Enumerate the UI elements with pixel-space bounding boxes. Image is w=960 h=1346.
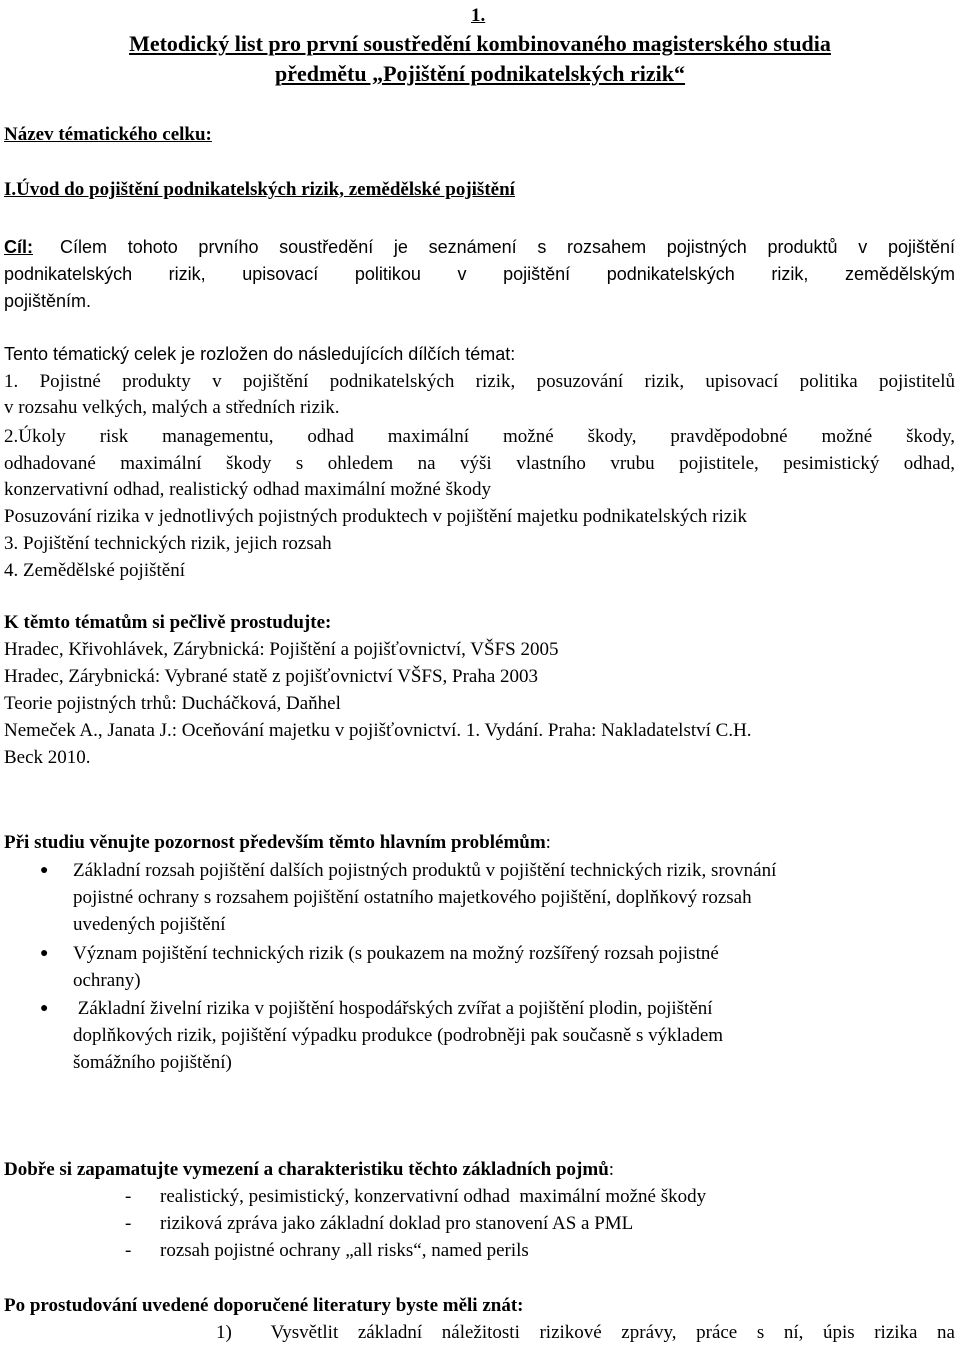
problem-3-line-1: Základní živelní rizika v pojištění hospodářských zvířat a pojištění plodin, pojištění	[73, 998, 713, 1019]
problem-2-line-2: ochrany)	[73, 970, 141, 991]
terms-heading-row	[4, 1156, 614, 1183]
bullet-icon: ●	[40, 946, 49, 961]
topic-title: I.Úvod do pojištění podnikatelských rizik, zemědělské pojištění	[4, 179, 515, 200]
literature-line-3: Teorie pojistných trhů: Ducháčková, Daňhel	[4, 693, 341, 714]
literature-line-4: Nemeček A., Janata J.: Oceňování majetku v pojišťovnictví. 1. Vydání. Praha: Nakladatelství C.H.	[4, 720, 752, 741]
bullet-icon: ●	[40, 1001, 49, 1016]
bullet-icon: ●	[40, 863, 49, 878]
problems-heading: Při studiu věnujte pozornost především těmto hlavním problémům	[4, 832, 546, 853]
term-1: realistický, pesimistický, konzervativní odhad maximální možné škody	[160, 1186, 707, 1207]
after-study-item-1: 1) Vysvětlit základní náležitosti rizikové zprávy, práce s ní, úpis rizika na	[216, 1322, 955, 1343]
problem-3-line-2: doplňkových rizik, pojištění výpadku produkce (podrobněji pak současně s výkladem	[73, 1025, 724, 1046]
dash-marker: -	[125, 1240, 132, 1261]
term-2: riziková zpráva jako základní doklad pro stanovení AS a PML	[160, 1213, 634, 1234]
after-study-heading: Po prostudování uvedené doporučené literatury byste měli znát:	[4, 1295, 524, 1316]
literature-heading: K těmto tématům si pečlivě prostudujte:	[4, 612, 332, 633]
goal-line-1: Cílem tohoto prvního soustředění je seznámení s rozsahem pojistných produktů v pojištění	[60, 237, 955, 257]
subtopic-1-line-1: 1. Pojistné produkty v pojištění podnikatelských rizik, posuzování rizik, upisovací politika pojistitelů	[4, 371, 955, 392]
goal-label: Cíl:	[4, 237, 33, 257]
subtopic-2-line-4: Posuzování rizika v jednotlivých pojistných produktech v pojištění majetku podnikatelských rizik	[4, 506, 747, 527]
problems-heading-colon: :	[545, 832, 551, 853]
literature-line-2: Hradec, Zárybnická: Vybrané statě z pojišťovnictví VŠFS, Praha 2003	[4, 666, 539, 687]
problem-1-line-3: uvedených pojištění	[73, 914, 226, 935]
term-3: rozsah pojistné ochrany „all risks“, named perils	[160, 1240, 529, 1261]
subtopic-3: 3. Pojištění technických rizik, jejich rozsah	[4, 533, 332, 554]
problems-heading-row	[4, 829, 551, 856]
literature-line-5: Beck 2010.	[4, 747, 91, 768]
literature-line-1: Hradec, Křivohlávek, Zárybnická: Pojištění a pojišťovnictví, VŠFS 2005	[4, 639, 559, 660]
subtopics-intro: Tento tématický celek je rozložen do následujících dílčích témat:	[4, 344, 516, 364]
goal-line-2: podnikatelských rizik, upisovací politikou v pojištění podnikatelských rizik, zemědělským	[4, 264, 955, 284]
subtopic-2-line-1: 2.Úkoly risk managementu, odhad maximální možné škody, pravděpodobné možné škody,	[4, 426, 955, 447]
terms-heading: Dobře si zapamatujte vymezení a charakteristiku těchto základních pojmů	[4, 1159, 609, 1180]
goal-line-3: pojištěním.	[4, 291, 92, 311]
dash-marker: -	[125, 1213, 132, 1234]
dash-marker: -	[125, 1186, 132, 1207]
problem-2-line-1: Význam pojištění technických rizik (s poukazem na možný rozšířený rozsah pojistné	[73, 943, 719, 964]
subtopic-2-line-3: konzervativní odhad, realistický odhad maximální možné škody	[4, 479, 492, 500]
subtopic-1-line-2: v rozsahu velkých, malých a středních rizik.	[4, 397, 340, 418]
terms-heading-colon: :	[608, 1159, 615, 1180]
subtopic-2-line-2: odhadované maximální škody s ohledem na výši vlastního vrubu pojistitele, pesimistický odhad,	[4, 453, 955, 474]
subtopic-4: 4. Zemědělské pojištění	[4, 560, 185, 581]
page-number: 1.	[471, 5, 486, 26]
document-title-line-1: Metodický list pro první soustředění kombinovaného magisterského studia	[129, 31, 831, 56]
topic-label: Název tématického celku:	[4, 124, 212, 145]
document-title-line-2: předmětu „Pojištění podnikatelských rizik“	[274, 61, 686, 86]
problem-1-line-1: Základní rozsah pojištění dalších pojistných produktů v pojištění technických rizik, srovnání	[73, 860, 777, 881]
problem-3-line-3: šomážního pojištění)	[73, 1052, 232, 1073]
problem-1-line-2: pojistné ochrany s rozsahem pojištění ostatního majetkového pojištění, doplňkový rozsah	[73, 887, 752, 908]
